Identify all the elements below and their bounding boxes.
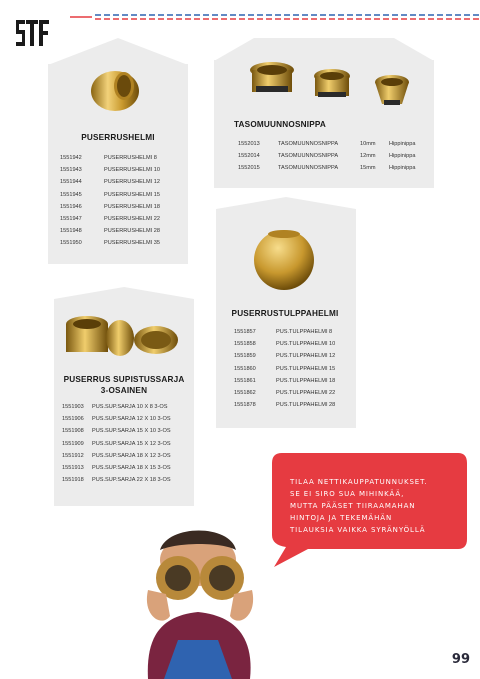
cell-code: 1551943: [60, 167, 82, 174]
brass-ring-image: [88, 64, 142, 116]
cell-size: 12mm: [360, 153, 376, 160]
cell-name: PUSERRUSHELMI 10: [104, 167, 160, 174]
card-roof: [54, 287, 194, 311]
cell-code: 1551913: [62, 465, 84, 472]
product-table: [60, 152, 174, 250]
promo-line: MUTTA PÄÄSET TIIRAAMAHAN: [290, 502, 416, 510]
cell-code: 1552015: [238, 165, 260, 172]
adapter-nipple-image: [244, 60, 424, 120]
card-roof: [216, 197, 356, 221]
card-roof: [48, 38, 188, 65]
table-row: [62, 425, 188, 437]
card-title: PUSERRUSTULPPAHELMI: [231, 309, 339, 318]
cell-name: PUS.SUP.SARJA 22 X 18 3-OS: [92, 477, 171, 484]
promo-line: TILAUKSIA VAIKKA SYRÄNYÖLLÄ: [290, 526, 426, 534]
promo-text: [290, 476, 465, 536]
cell-size: 10mm: [360, 141, 376, 148]
product-table: [234, 326, 350, 411]
table-row: [238, 138, 429, 150]
cell-code: 1551945: [60, 191, 82, 198]
cell-code: 1551903: [62, 404, 84, 411]
table-row: [62, 450, 188, 462]
card-title-line2: 3-OSAINEN: [100, 386, 148, 395]
product-card-tasomuunnosnippa: [214, 60, 434, 188]
cell-name: TASOMUUNNOSNIPPA: [278, 153, 339, 160]
table-row: [60, 237, 174, 249]
table-row: [60, 225, 174, 237]
page-number: 99: [451, 652, 470, 667]
cell-name: PUSERRUSHELMI 8: [104, 155, 157, 162]
cell-name: PUS.TULPPAHELMI 22: [276, 390, 336, 397]
cell-code: 1551909: [62, 440, 84, 447]
cell-name: PUS.TULPPAHELMI 10: [276, 341, 336, 348]
cell-code: 1551944: [60, 179, 82, 186]
cell-type: Hippinippa: [389, 165, 416, 172]
cell-name: PUS.TULPPAHELMI 28: [276, 402, 336, 409]
card-title-line1: PUSERRUS SUPISTUSSARJA: [63, 375, 185, 384]
product-card-supistussarja: [54, 310, 194, 506]
cell-name: PUS.SUP.SARJA 15 X 10 3-OS: [92, 428, 171, 435]
cell-name: TASOMUUNNOSNIPPA: [278, 141, 339, 148]
cell-code: 1551946: [60, 203, 82, 210]
cell-name: PUSERRUSHELMI 28: [104, 228, 160, 235]
cell-code: 1551912: [62, 452, 84, 459]
table-row: [234, 363, 350, 375]
table-row: [234, 350, 350, 362]
cell-code: 1551947: [60, 216, 82, 223]
cell-name: TASOMUUNNOSNIPPA: [278, 165, 339, 172]
cell-code: 1551858: [234, 341, 256, 348]
cell-code: 1551942: [60, 155, 82, 162]
cell-name: PUS.SUP.SARJA 18 X 12 3-OS: [92, 452, 171, 459]
cell-type: Hippinippa: [389, 153, 416, 160]
table-row: [234, 399, 350, 411]
cell-size: 15mm: [360, 165, 376, 172]
brass-plug-ball-image: [252, 222, 316, 294]
cell-code: 1551918: [62, 477, 84, 484]
cell-code: 1551908: [62, 428, 84, 435]
card-title: TASOMUUNNOSNIPPA: [233, 120, 327, 129]
cell-name: PUS.TULPPAHELMI 18: [276, 377, 336, 384]
table-row: [62, 401, 188, 413]
table-row: [238, 162, 429, 174]
card-title: PUSERRUSHELMI: [81, 133, 155, 142]
cell-code: 1552013: [238, 141, 260, 148]
card-title: [54, 374, 194, 396]
cell-code: 1551860: [234, 365, 256, 372]
cell-name: PUS.TULPPAHELMI 8: [276, 329, 333, 336]
cell-code: 1551948: [60, 228, 82, 235]
promo-line: TILAA NETTIKAUPPATUNNUKSET.: [290, 478, 428, 486]
cell-code: 1551859: [234, 353, 256, 360]
table-row: [60, 152, 174, 164]
product-table: [62, 401, 188, 486]
cell-name: PUS.SUP.SARJA 15 X 12 3-OS: [92, 440, 171, 447]
cell-code: 1551862: [234, 390, 256, 397]
cell-name: PUS.SUP.SARJA 12 X 10 3-OS: [92, 416, 171, 423]
cell-name: PUSERRUSHELMI 35: [104, 240, 160, 247]
cell-code: 1551861: [234, 377, 256, 384]
cell-name: PUS.TULPPAHELMI 12: [276, 353, 336, 360]
table-row: [62, 474, 188, 486]
cell-code: 1551906: [62, 416, 84, 423]
table-row: [60, 201, 174, 213]
table-row: [62, 438, 188, 450]
cell-code: 1551950: [60, 240, 82, 247]
cell-name: PUSERRUSHELMI 12: [104, 179, 160, 186]
cell-code: 1552014: [238, 153, 260, 160]
brand-logo[interactable]: [14, 16, 50, 50]
cell-name: PUSERRUSHELMI 22: [104, 216, 160, 223]
cell-code: 1551857: [234, 329, 256, 336]
reducer-set-image: [60, 310, 190, 366]
table-row: [234, 338, 350, 350]
table-row: [238, 150, 429, 162]
cell-name: PUS.SUP.SARJA 10 X 8 3-OS: [92, 404, 168, 411]
table-row: [234, 375, 350, 387]
table-row: [60, 164, 174, 176]
promo-line: HINTOJA JA TEKEMÄHÄN: [290, 514, 393, 522]
cell-name: PUSERRUSHELMI 18: [104, 203, 160, 210]
table-row: [62, 413, 188, 425]
table-row: [60, 176, 174, 188]
cell-code: 1551878: [234, 402, 256, 409]
cell-name: PUS.TULPPAHELMI 15: [276, 365, 336, 372]
header-stripe: [0, 13, 480, 21]
table-row: [62, 462, 188, 474]
table-row: [234, 326, 350, 338]
cell-name: PUS.SUP.SARJA 18 X 15 3-OS: [92, 465, 171, 472]
product-table: [238, 138, 429, 175]
product-card-puserrustulppahelmi: [216, 220, 356, 428]
card-roof: [214, 38, 434, 61]
person-with-binoculars-image: [118, 520, 278, 679]
cell-name: PUSERRUSHELMI 15: [104, 191, 160, 198]
table-row: [60, 189, 174, 201]
promo-line: SE EI SIRO SUA MIHINKÄÄ,: [290, 490, 405, 498]
cell-type: Hippinippa: [389, 141, 416, 148]
table-row: [60, 213, 174, 225]
table-row: [234, 387, 350, 399]
product-card-puserrushelmi: [48, 64, 188, 264]
